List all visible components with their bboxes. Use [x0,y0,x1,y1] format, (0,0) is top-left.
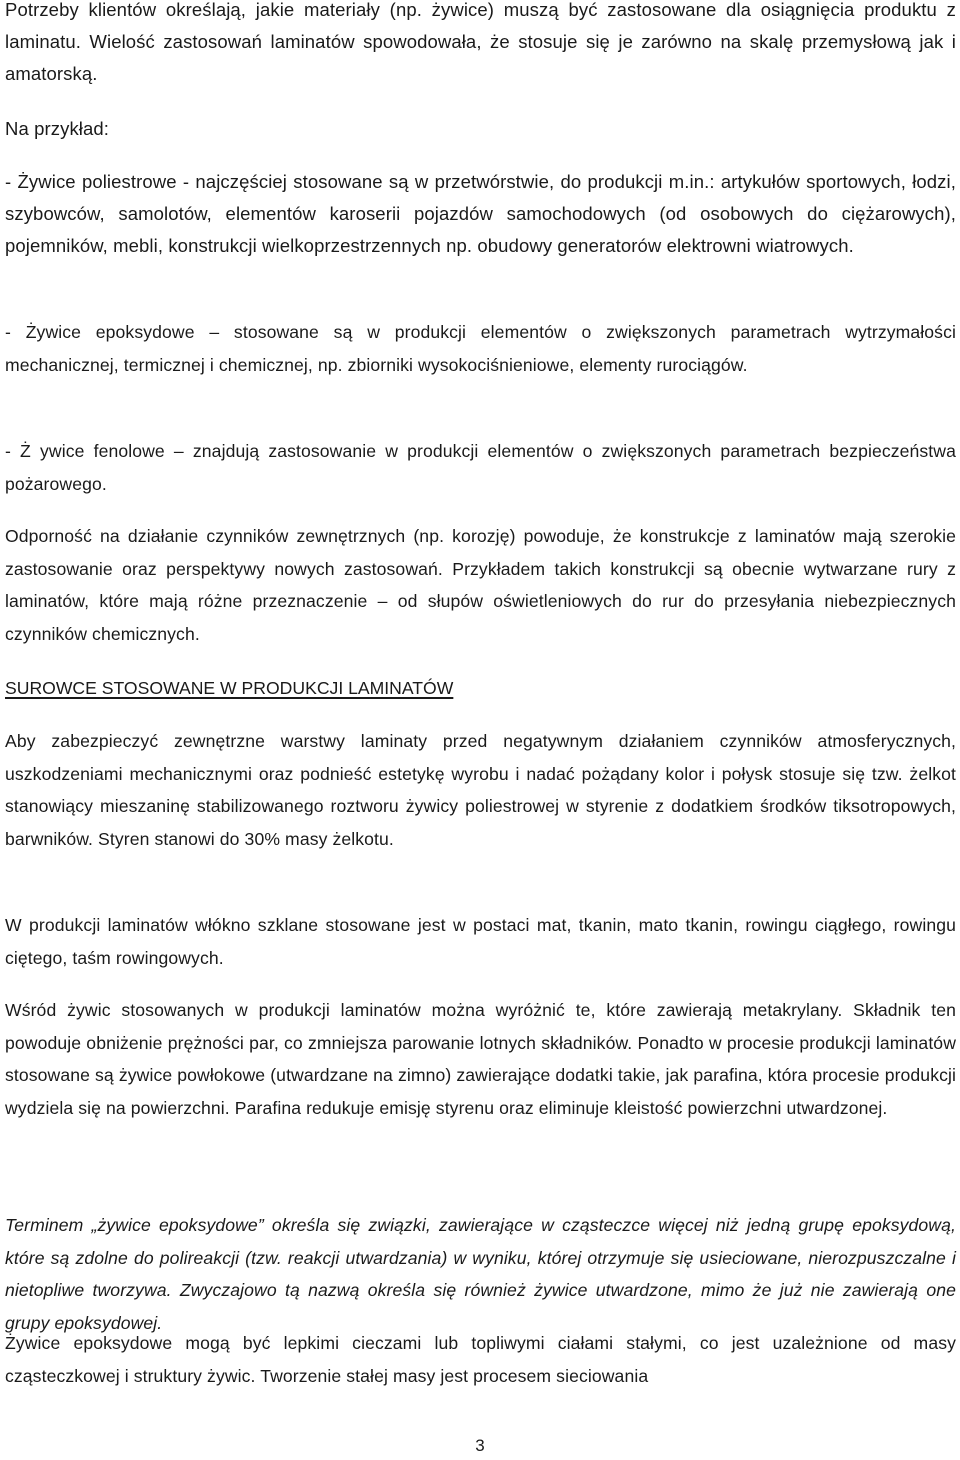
paragraph-epoxy-definition: Terminem „żywice epoksydowe” określa się związki, zawierające w cząsteczce więcej niż jedną grupę epoksydową, które są zdolne do polireakcji (tzw. reakcji utwardzania) w wyniku, której otrzymuje się usieciowane, nierozpuszczalne i nietopliwe tworzywa. Zwyczajowo tą nazwą określa się również żywice utwardzone, mimo że już nie zawierają one grupy epoksydowej. [5,1215,956,1333]
paragraph-epoxy-resins: - Żywice epoksydowe – stosowane są w produkcji elementów o zwiększonych parametrach wytrzymałości mechanicznej, termicznej i chemicznej, np. zbiorniki wysokociśnieniowe, elementy rurociągów. [5,322,956,375]
section-heading: SUROWCE STOSOWANE W PRODUKCJI LAMINATÓW [5,678,454,698]
paragraph-polyester-resins: - Żywice poliestrowe - najczęściej stosowane są w przetwórstwie, do produkcji m.in.: artykułów sportowych, łodzi, szybowców, samolotów, elementów karoserii pojazdów samochodowych (od osobowych do ciężarowych), pojemników, mebli, konstrukcji wielkoprzestrzennych np. obudowy generatorów elektrowni wiatrowych. [5,171,956,256]
paragraph-methacrylic: Wśród żywic stosowanych w produkcji laminatów można wyróżnić te, które zawierają metakrylany. Składnik ten powoduje obniżenie prężności par, co zmniejsza parowanie lotnych składników. Ponadto w procesie produkcji laminatów stosowane są żywice powłokowe (utwardzane na zimno) zawierające dodatki takie, jak parafina, która procesie produkcji wydziela się na powierzchni. Parafina redukuje emisję styrenu oraz eliminuje kleistość powierzchni utwardzonej. [5,1000,956,1118]
paragraph-resistance: Odporność na działanie czynników zewnętrznych (np. korozję) powoduje, że konstrukcje z laminatów mają szerokie zastosowanie oraz perspektywy nowych zastosowań. Przykładem takich konstrukcji są obecnie wytwarzane rury z laminatów, które mają różne przeznaczenie – od słupów oświetleniowych do rur do przesyłania niebezpiecznych czynników chemicznych. [5,526,956,644]
paragraph-epoxy-forms: Żywice epoksydowe mogą być lepkimi cieczami lub topliwymi ciałami stałymi, co jest uzależnione od masy cząsteczkowej i struktury żywic. Tworzenie stałej masy jest procesem sieciowania [5,1333,956,1386]
paragraph-example-intro: Na przykład: [5,118,110,139]
paragraph-fiberglass: W produkcji laminatów włókno szklane stosowane jest w postaci mat, tkanin, mato tkanin, rowingu ciągłego, rowingu ciętego, taśm rowingowych. [5,915,956,968]
paragraph-phenolic-resins: - Ż ywice fenolowe – znajdują zastosowanie w produkcji elementów o zwiększonych parametrach bezpieczeństwa pożarowego. [5,441,956,494]
page-number: 3 [475,1436,485,1455]
paragraph-gelcoat: Aby zabezpieczyć zewnętrzne warstwy laminaty przed negatywnym działaniem czynników atmosferycznych, uszkodzeniami mechanicznymi oraz podnieść estetykę wyrobu i nadać pożądany kolor i połysk stosuje się tzw. żelkot stanowiący mieszaninę stabilizowanego roztworu żywicy poliestrowej w styrenie z dodatkiem środków tiksotropowych, barwników. Styren stanowi do 30% masy żelkotu. [5,731,956,849]
paragraph-intro: Potrzeby klientów określają, jakie materiały (np. żywice) muszą być zastosowane dla osiągnięcia produktu z laminatu. Wielość zastosowań laminatów spowodowała, że stosuje się je zarówno na skalę przemysłową jak i amatorską. [5,0,956,84]
